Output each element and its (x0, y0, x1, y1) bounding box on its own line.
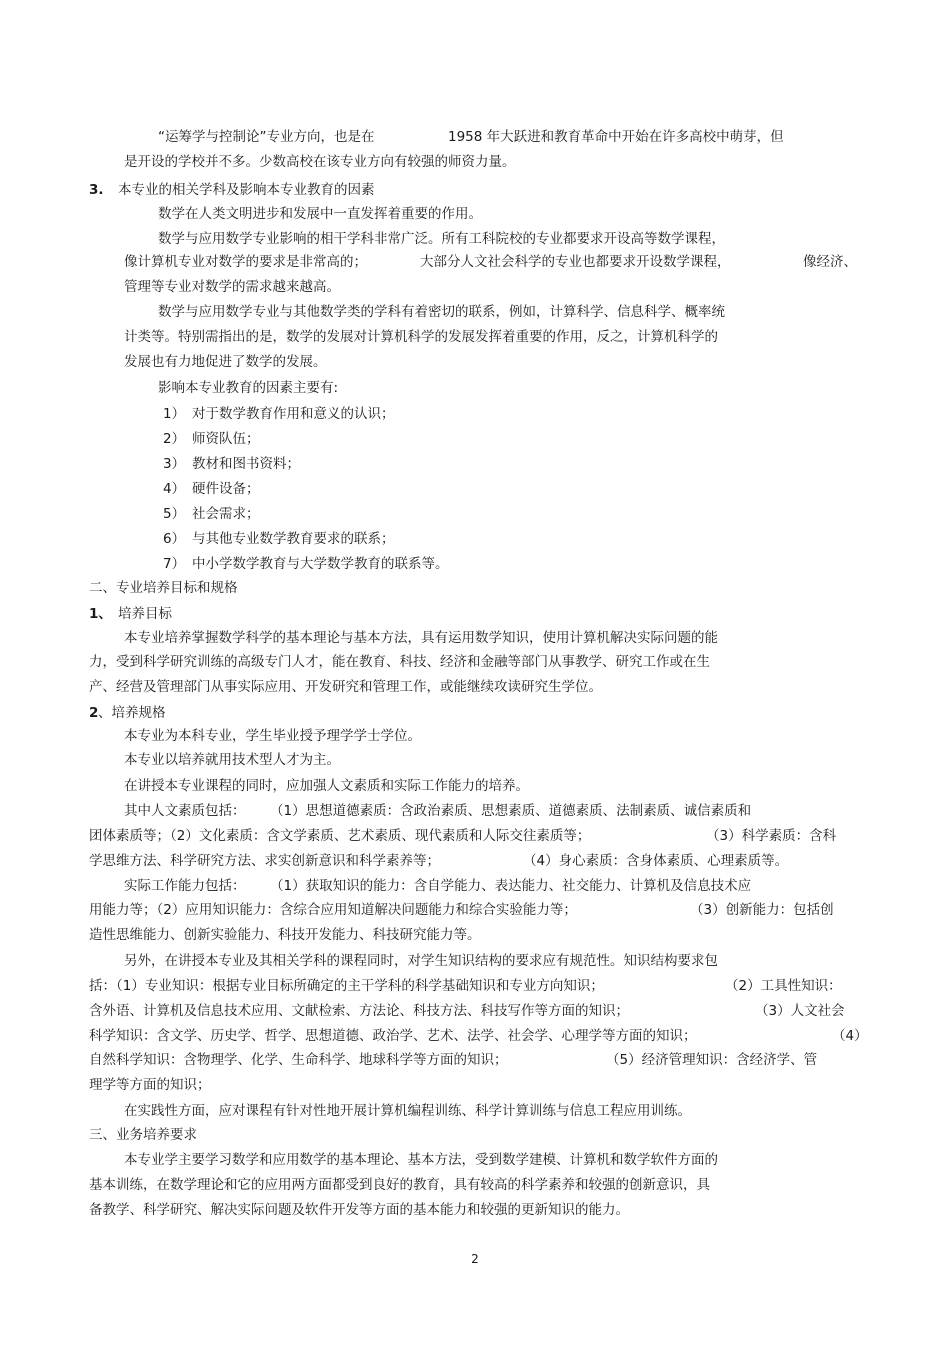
text-line-28-segment-1: 其中人文素质包括： (124, 803, 246, 819)
text-line-5-segment-1: 数学与应用数学专业影响的相干学科非常广泛。所有工科院校的专业都要求开设高等数学课程， (158, 231, 725, 247)
text-line-32-segment-2: （3）创新能力：包括创 (690, 902, 834, 918)
text-line-33-segment-1: 造性思维能力、创新实验能力、科技开发能力、科技研究能力等。 (89, 927, 481, 943)
text-line-14-segment-2: 教材和图书资料； (192, 456, 300, 472)
text-line-17-segment-1: 6） (163, 531, 186, 547)
text-line-15-segment-2: 硬件设备； (192, 481, 260, 497)
text-line-13-segment-2: 师资队伍； (192, 431, 260, 447)
page-number: 2 (471, 1252, 479, 1266)
text-line-6-segment-3: 像经济、 (803, 254, 857, 270)
text-line-8-segment-1: 数学与应用数学专业与其他数学类的学科有着密切的联系，例如，计算科学、信息科学、概率统 (158, 304, 725, 320)
text-line-3-segment-1: 3. (89, 182, 104, 198)
text-line-34-segment-1: 另外，在讲授本专业及其相关学科的课程同时，对学生知识结构的要求应有规范性。知识结构要求包 (124, 953, 718, 969)
text-line-40-segment-1: 在实践性方面，应对课程有针对性地开展计算机编程训练、科学计算训练与信息工程应用训练。 (124, 1103, 691, 1119)
text-line-29-segment-1: 团体素质等；（2）文化素质：含文学素质、艺术素质、现代素质和人际交往素质等； (89, 828, 591, 844)
text-line-13-segment-1: 2） (163, 431, 186, 447)
text-line-20-segment-1: 1、 (89, 606, 112, 622)
text-line-36-segment-1: 含外语、计算机及信息技术应用、文献检索、方法论、科技方法、科技写作等方面的知识； (89, 1003, 629, 1019)
text-line-23-segment-1: 产、经营及管理部门从事实际应用、开发研究和管理工作，或能继续攻读研究生学位。 (89, 679, 602, 695)
text-line-15-segment-1: 4） (163, 481, 186, 497)
text-line-35-segment-2: （2）工具性知识： (725, 978, 842, 994)
text-line-14-segment-1: 3） (163, 456, 186, 472)
text-line-37-segment-1: 科学知识：含文学、历史学、哲学、思想道德、政治学、艺术、法学、社会学、心理学等方面的知识； (89, 1028, 697, 1044)
text-line-21-segment-1: 本专业培养掌握数学科学的基本理论与基本方法，具有运用数学知识，使用计算机解决实际问题的能 (124, 630, 718, 646)
text-line-20-segment-2: 培养目标 (118, 606, 172, 622)
text-line-38-segment-2: （5）经济管理知识：含经济学、管 (606, 1052, 818, 1068)
text-line-3-segment-2: 本专业的相关学科及影响本专业教育的因素 (118, 182, 375, 198)
text-line-19-segment-1: 二、专业培养目标和规格 (89, 580, 238, 596)
text-line-31-segment-2: （1）获取知识的能力：含自学能力、表达能力、社交能力、计算机及信息技术应 (270, 878, 752, 894)
text-line-28-segment-2: （1）思想道德素质：含政治素质、思想素质、道德素质、法制素质、诚信素质和 (270, 803, 752, 819)
text-line-24-segment-1: 2 (89, 705, 99, 721)
text-line-32-segment-1: 用能力等；（2）应用知识能力：含综合应用知道解决问题能力和综合实验能力等； (89, 902, 577, 918)
text-line-18-segment-1: 7） (163, 556, 186, 572)
text-line-2-segment-1: 是开设的学校并不多。少数高校在该专业方向有较强的师资力量。 (124, 154, 516, 170)
text-line-9-segment-1: 计类等。特别需指出的是，数学的发展对计算机科学的发展发挥着重要的作用，反之，计算机科学的 (124, 329, 718, 345)
text-line-1-segment-2: 1958 年大跃进和教育革命中开始在许多高校中萌芽，但 (448, 129, 784, 145)
text-line-42-segment-1: 本专业学主要学习数学和应用数学的基本理论、基本方法，受到数学建模、计算机和数学软件方面的 (124, 1152, 718, 1168)
text-line-43-segment-1: 基本训练，在数学理论和它的应用两方面都受到良好的教育，具有较高的科学素养和较强的创新意识，具 (89, 1177, 710, 1193)
text-line-12-segment-2: 对于数学教育作用和意义的认识； (192, 406, 395, 422)
text-line-39-segment-1: 理学等方面的知识； (89, 1077, 211, 1093)
text-line-27-segment-1: 在讲授本专业课程的同时，应加强人文素质和实际工作能力的培养。 (124, 778, 529, 794)
text-line-25-segment-1: 本专业为本科专业，学生毕业授予理学学士学位。 (124, 728, 421, 744)
text-line-44-segment-1: 备教学、科学研究、解决实际问题及软件开发等方面的基本能力和较强的更新知识的能力。 (89, 1202, 629, 1218)
text-line-37-segment-2: （4） (832, 1028, 868, 1044)
text-line-11-segment-1: 影响本专业教育的因素主要有: (158, 380, 339, 396)
text-line-22-segment-1: 力，受到科学研究训练的高级专门人才，能在教育、科技、经济和金融等部门从事教学、研究工作或在生 (89, 654, 710, 670)
text-line-16-segment-2: 社会需求； (192, 506, 260, 522)
text-line-30-segment-2: （4）身心素质：含身体素质、心理素质等。 (523, 853, 789, 869)
text-line-30-segment-1: 学思维方法、科学研究方法、求实创新意识和科学素养等； (89, 853, 440, 869)
text-line-41-segment-1: 三、业务培养要求 (89, 1127, 197, 1143)
text-line-1-segment-1: “运筹学与控制论”专业方向，也是在 (158, 129, 375, 145)
text-line-10-segment-1: 发展也有力地促进了数学的发展。 (124, 354, 327, 370)
text-line-7-segment-1: 管理等专业对数学的需求越来越高。 (124, 279, 340, 295)
text-line-36-segment-2: （3）人文社会 (755, 1003, 845, 1019)
text-line-6-segment-1: 像计算机专业对数学的要求是非常高的； (124, 254, 367, 270)
text-line-4-segment-1: 数学在人类文明进步和发展中一直发挥着重要的作用。 (158, 206, 482, 222)
text-line-26-segment-1: 本专业以培养就用技术型人才为主。 (124, 752, 340, 768)
text-line-16-segment-1: 5） (163, 506, 186, 522)
text-line-31-segment-1: 实际工作能力包括： (124, 878, 246, 894)
text-line-12-segment-1: 1） (163, 406, 186, 422)
text-line-18-segment-2: 中小学数学教育与大学数学教育的联系等。 (192, 556, 449, 572)
text-line-24-segment-2: 、培养规格 (98, 705, 166, 721)
text-line-17-segment-2: 与其他专业数学教育要求的联系； (192, 531, 395, 547)
text-line-29-segment-2: （3）科学素质：含科 (706, 828, 837, 844)
text-line-38-segment-1: 自然科学知识：含物理学、化学、生命科学、地球科学等方面的知识； (89, 1052, 508, 1068)
text-line-6-segment-2: 大部分人文社会科学的专业也都要求开设数学课程， (420, 254, 731, 270)
text-line-35-segment-1: 括：（1）专业知识：根据专业目标所确定的主干学科的科学基础知识和专业方向知识； (89, 978, 604, 994)
